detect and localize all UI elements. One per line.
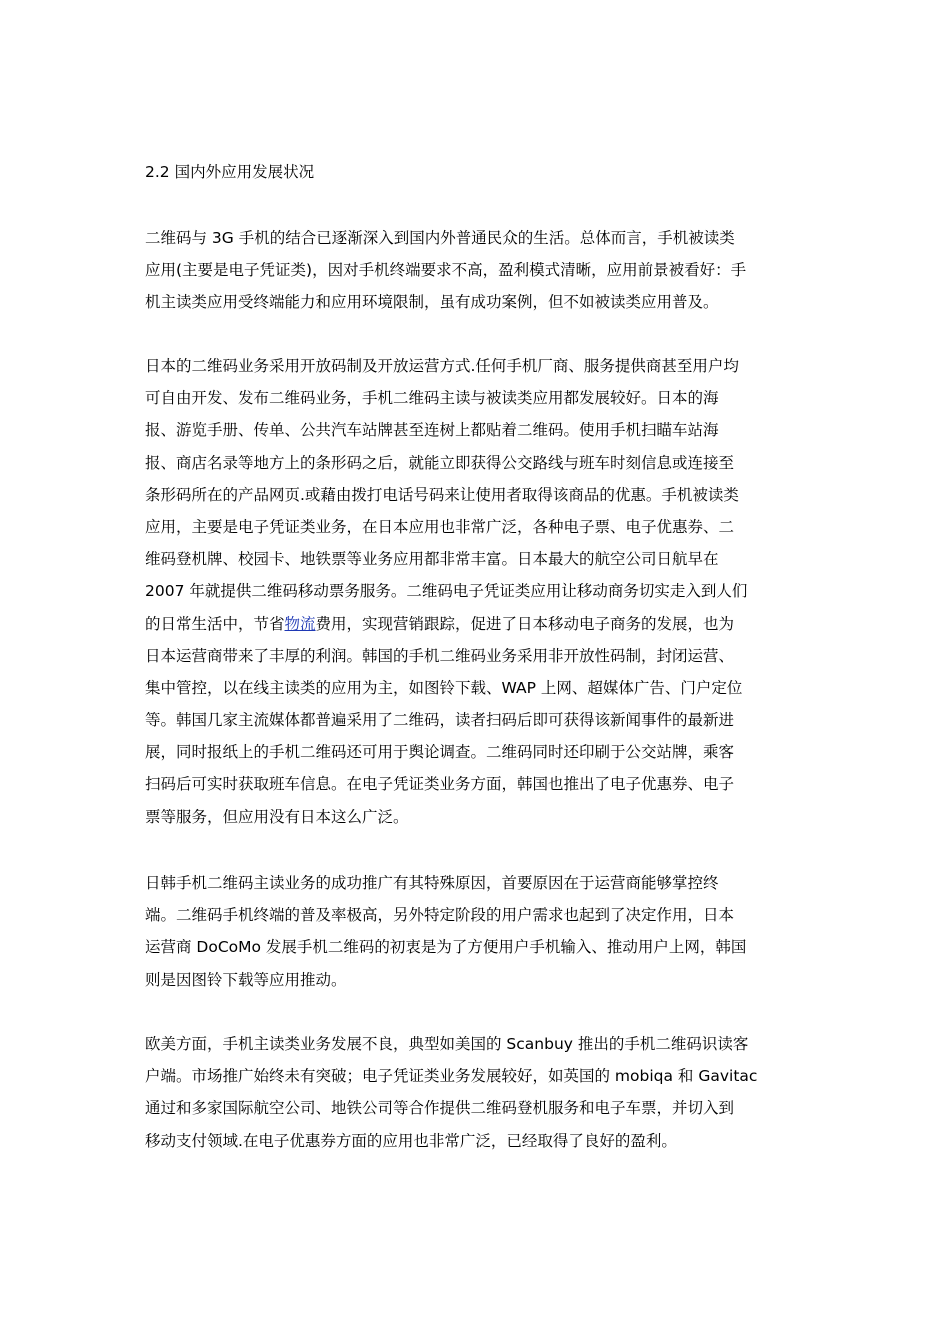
text-line: 条形码所在的产品网页.或藉由拨打电话号码来让使用者取得该商品的优惠。手机被读类 <box>145 485 739 504</box>
text-segment: 的日常生活中，节省 <box>145 614 285 633</box>
text-line: 通过和多家国际航空公司、地铁公司等合作提供二维码登机服务和电子车票，并切入到 <box>145 1099 735 1118</box>
logistics-link[interactable]: 物流 <box>284 614 316 633</box>
text-line: 报、游览手册、传单、公共汽车站牌甚至连树上都贴着二维码。使用手机扫瞄车站海 <box>145 421 719 440</box>
text-line: 票等服务，但应用没有日本这么广泛。 <box>145 807 409 826</box>
text-line: 户端。市场推广始终未有突破；电子凭证类业务发展较好，如英国的 mobiqa 和 Gavitac <box>145 1067 758 1086</box>
text-line: 报、商店名录等地方上的条形码之后，就能立即获得公交路线与班车时刻信息或连接至 <box>145 453 735 472</box>
text-line: 应用(主要是电子凭证类)，因对手机终端要求不高，盈利模式清晰，应用前景被看好：手 <box>145 261 747 280</box>
text-line: 可自由开发、发布二维码业务，手机二维码主读与被读类应用都发展较好。日本的海 <box>145 389 719 408</box>
paragraph-europe-america <box>145 1028 757 1157</box>
section-heading: 2.2 国内外应用发展状况 <box>145 163 315 181</box>
text-line: 集中管控，以在线主读类的应用为主，如图铃下载、WAP 上网、超媒体广告、门户定位 <box>145 678 743 697</box>
text-line: 扫码后可实时获取班车信息。在电子凭证类业务方面，韩国也推出了电子优惠券、电子 <box>145 775 735 794</box>
text-line: 等。韩国几家主流媒体都普遍采用了二维码，读者扫码后即可获得该新闻事件的最新进 <box>145 711 735 730</box>
text-line: 维码登机牌、校园卡、地铁票等业务应用都非常丰富。日本最大的航空公司日航早在 <box>145 550 719 569</box>
paragraph-success-reasons <box>145 867 746 996</box>
text-line: 则是因图铃下载等应用推动。 <box>145 970 347 989</box>
text-line: 机主读类应用受终端能力和应用环境限制，虽有成功案例，但不如被读类应用普及。 <box>145 293 719 312</box>
text-line: 移动支付领域.在电子优惠券方面的应用也非常广泛，已经取得了良好的盈利。 <box>145 1131 677 1150</box>
paragraph-overview <box>145 222 746 319</box>
text-line: 应用，主要是电子凭证类业务，在日本应用也非常广泛，各种电子票、电子优惠券、二 <box>145 517 735 536</box>
text-line: 展，同时报纸上的手机二维码还可用于舆论调查。二维码同时还印刷于公交站牌，乘客 <box>145 743 735 762</box>
text-line-with-link <box>145 608 747 640</box>
text-segment: 费用，实现营销跟踪，促进了日本移动电子商务的发展，也为 <box>315 614 735 633</box>
text-line: 欧美方面，手机主读类业务发展不良，典型如美国的 Scanbuy 推出的手机二维码识读客 <box>145 1035 749 1053</box>
text-line: 二维码与 3G 手机的结合已逐渐深入到国内外普通民众的生活。总体而言，手机被读类 <box>145 229 735 247</box>
paragraph-japan-korea <box>145 350 747 833</box>
text-line: 运营商 DoCoMo 发展手机二维码的初衷是为了方便用户手机输入、推动用户上网，韩国 <box>145 938 747 957</box>
text-line: 端。二维码手机终端的普及率极高，另外特定阶段的用户需求也起到了决定作用，日本 <box>145 906 735 925</box>
text-line: 日韩手机二维码主读业务的成功推广有其特殊原因，首要原因在于运营商能够掌控终 <box>145 874 719 892</box>
text-line: 日本运营商带来了丰厚的利润。韩国的手机二维码业务采用非开放性码制，封闭运营、 <box>145 646 735 665</box>
text-line: 日本的二维码业务采用开放码制及开放运营方式.任何手机厂商、服务提供商甚至用户均 <box>145 357 739 375</box>
text-line: 2007 年就提供二维码移动票务服务。二维码电子凭证类应用让移动商务切实走入到人们 <box>145 582 748 601</box>
